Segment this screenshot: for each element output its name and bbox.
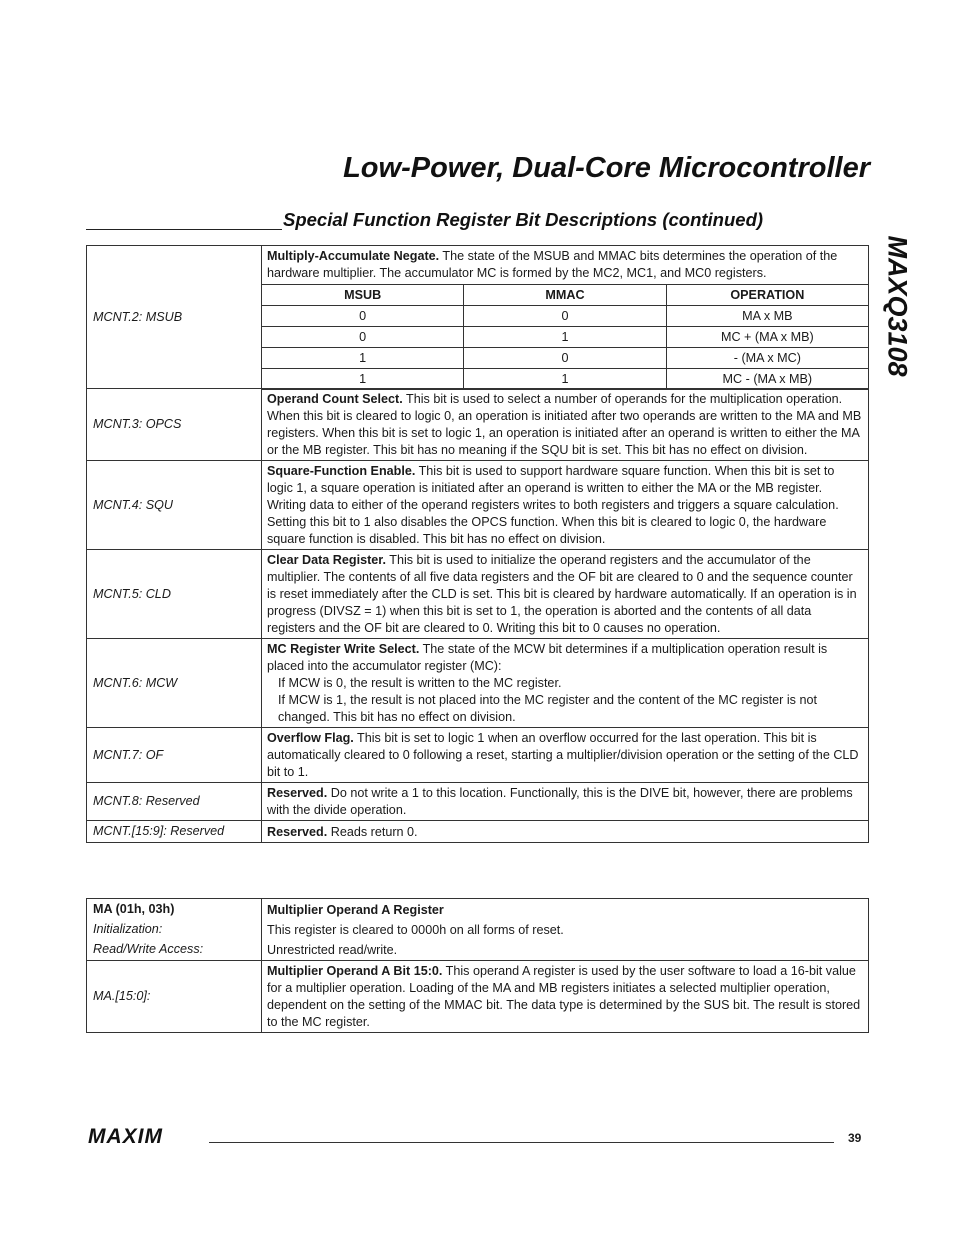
cell: 1	[262, 348, 464, 369]
table-row	[87, 246, 869, 389]
table-row	[87, 639, 869, 728]
desc-line: If MCW is 0, the result is written to the MC register.	[278, 676, 562, 690]
cell: MC + (MA x MB)	[666, 327, 868, 348]
register-desc-cell	[262, 899, 869, 961]
desc-heading: Overflow Flag.	[267, 731, 354, 745]
subtitle-rule	[86, 229, 282, 230]
desc-heading: Reserved.	[267, 786, 328, 800]
desc-text: This bit is used to select a number of operands for the multiplication operation. When this bit is cleared to logic 0, an operation is initiated after two operands are written to the MA and MB registers. When this bit is set to logic 1, an operation is initiated after an operand is written to either the MA or the MB register. This bit has no meaning if the SQU bit is set. This bit has no effect on division.	[267, 392, 862, 457]
register-name: MA (01h, 03h)	[93, 902, 175, 916]
desc-text: This operand A register is used by the user software to load a 16-bit value for a multiplier operation. Loading of the MA and MB registers initiates a selected multiplier operation, dependent on the setting of the MMAC bit. The data type is determined by the SUS bit. The result is stored to the MC register.	[267, 964, 861, 1029]
desc-heading: Square-Function Enable.	[267, 464, 416, 478]
bit-desc-opcs	[262, 389, 869, 461]
desc-heading: Multiplier Operand A Bit 15:0.	[267, 964, 443, 978]
section-subtitle: Special Function Register Bit Descriptions (continued)	[283, 209, 764, 230]
logo-text: MAXIM	[88, 1126, 163, 1146]
bit-desc-squ	[262, 461, 869, 550]
cell: 0	[464, 306, 666, 327]
footer-rule	[209, 1142, 834, 1143]
desc-text: This bit is set to logic 1 when an overflow occurred for the last operation. This bit is automatically cleared to 0 following a reset, starting a multiplier/division operation or the setting of the CLD bit to 1.	[267, 731, 859, 779]
bit-name-msub: MCNT.2: MSUB	[87, 246, 262, 389]
bit-desc-ma	[262, 961, 869, 1033]
col-header: MSUB	[262, 285, 464, 306]
bit-desc-cld	[262, 550, 869, 639]
truth-table-row	[262, 306, 869, 327]
bit-desc-mcw	[262, 639, 869, 728]
bit-name-squ: MCNT.4: SQU	[87, 461, 262, 550]
cell: 1	[262, 369, 464, 390]
desc-heading: MC Register Write Select.	[267, 642, 420, 656]
bit-desc-msub	[262, 246, 869, 389]
msub-truth-table	[261, 284, 869, 390]
cell: - (MA x MC)	[666, 348, 868, 369]
bit-name-of: MCNT.7: OF	[87, 728, 262, 783]
table-row	[87, 728, 869, 783]
access-value: Unrestricted read/write.	[267, 942, 398, 957]
bit-name-mcw: MCNT.6: MCW	[87, 639, 262, 728]
desc-text: This bit is used to initialize the operand registers and the accumulator of the multiplier. The contents of all five data registers and the OF bit are cleared to 0 and the sequence counter is reset immediately after the CLD is set. This bit is cleared by hardware automatically. If an operation is in progress (DIVSZ = 1) when this bit is set to 1, the operation is aborted and the contents of all data registers and the OF bit are cleared to 0. Writing this bit to 0 causes no operation.	[267, 553, 857, 635]
register-title: Multiplier Operand A Register	[267, 902, 444, 917]
bit-desc-reserved-8	[262, 783, 869, 821]
desc-heading: Operand Count Select.	[267, 392, 403, 406]
table-row	[87, 550, 869, 639]
bit-name-reserved-8: MCNT.8: Reserved	[87, 783, 262, 821]
table-row	[87, 961, 869, 1033]
desc-text: This bit is used to support hardware square function. When this bit is set to logic 1, a square operation is initiated after an operand is written to either the MA or the MB register. Writing data to either of the operand registers writes to both registers and triggers a square calculation. Setting this bit to 1 also disables the OPCS function. When this bit is cleared to logic 0, the hardware square function is disabled. This bit has no effect on division.	[267, 464, 839, 546]
init-label: Initialization:	[93, 922, 163, 936]
page-number: 39	[848, 1131, 862, 1145]
col-header: MMAC	[464, 285, 666, 306]
desc-line: If MCW is 1, the result is not placed into the MC register and the content of the MC register is not changed. This bit has no effect on division.	[278, 693, 817, 724]
cell: 1	[464, 327, 666, 348]
cell: 1	[464, 369, 666, 390]
cell: 0	[262, 327, 464, 348]
page-title: Low-Power, Dual-Core Microcontroller	[343, 152, 870, 184]
maxim-logo	[88, 1126, 200, 1146]
desc-heading: Multiply-Accumulate Negate.	[267, 249, 440, 263]
table-row	[87, 389, 869, 461]
desc-text: Reads return 0.	[327, 824, 418, 839]
truth-table-row	[262, 369, 869, 390]
desc-heading: Clear Data Register.	[267, 553, 386, 567]
cell: 0	[262, 306, 464, 327]
desc-heading: Reserved.	[267, 824, 328, 839]
truth-table-row	[262, 327, 869, 348]
truth-table-header	[262, 285, 869, 306]
init-value: This register is cleared to 0000h on all forms of reset.	[267, 922, 564, 937]
side-part-number	[877, 216, 917, 396]
table-row	[87, 821, 869, 843]
truth-table-row	[262, 348, 869, 369]
desc-text: The state of the MCW bit determines if a multiplication operation result is placed into the accumulator register (MC):	[267, 642, 828, 673]
register-table-ma	[86, 898, 869, 1033]
access-label: Read/Write Access:	[93, 942, 204, 956]
side-part-label: MAXQ3108	[882, 235, 913, 377]
bit-name-ma: MA.[15:0]:	[87, 961, 262, 1033]
table-row	[87, 783, 869, 821]
bit-desc-reserved-15-9	[262, 821, 869, 843]
table-row	[87, 461, 869, 550]
bit-name-opcs: MCNT.3: OPCS	[87, 389, 262, 461]
register-bit-table-mcnt	[86, 245, 869, 843]
bit-desc-of	[262, 728, 869, 783]
cell: 0	[464, 348, 666, 369]
bit-name-reserved-15-9: MCNT.[15:9]: Reserved	[87, 821, 262, 843]
bit-name-cld: MCNT.5: CLD	[87, 550, 262, 639]
desc-text: Do not write a 1 to this location. Functionally, this is the DIVE bit, however, there are problems with the divide operation.	[267, 786, 853, 817]
col-header: OPERATION	[666, 285, 868, 306]
table-row	[87, 899, 869, 961]
cell: MC - (MA x MB)	[666, 369, 868, 390]
desc-text: The state of the MSUB and MMAC bits determines the operation of the hardware multiplier. The accumulator MC is formed by the MC2, MC1, and MC0 registers.	[267, 249, 838, 280]
cell: MA x MB	[666, 306, 868, 327]
register-name-cell	[87, 899, 262, 961]
